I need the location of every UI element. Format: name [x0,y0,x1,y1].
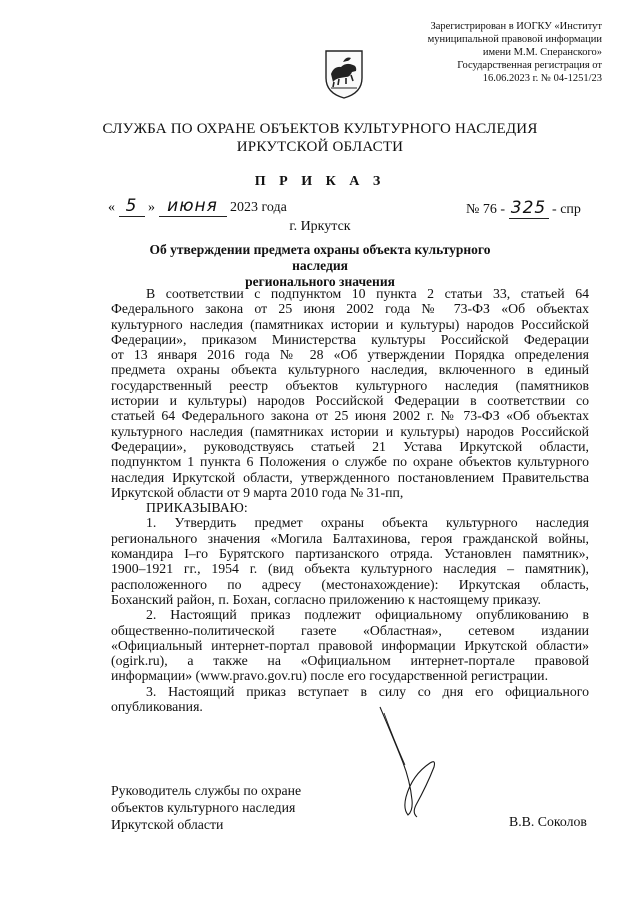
body-line: подпунктом 1 пункта 6 Положения о службе по охране объектов культурного [111,454,589,470]
item2-line: информации» (www.pravo.gov.ru) после его государственной регистрации. [111,668,549,684]
body-line: наследия Иркутской области, утвержденного постановлением Правительства [111,469,589,485]
date-day: 5 [119,196,145,217]
item1-line: 1900–1921 гг., 1954 г. (вид объекта культурного наследия – памятник), [111,561,589,577]
item1-line: 1. Утвердить предмет охраны объекта культурного наследия [146,515,589,531]
document-subject [120,242,520,290]
body-line: В соответствии с подпунктом 10 пункта 2 статьи 33, статьей 64 [146,286,589,301]
order-word: ПРИКАЗЫВАЮ: [146,500,248,516]
item1-line: регионального значения «Могила Балтахинова, героя гражданской войны, [111,530,589,546]
subject-line: Об утверждении предмета охраны объекта культурного наследия [149,242,491,273]
body-line: государственный реестр объектов культурного наследия (памятников [111,377,589,393]
registration-line: Государственная регистрация от [457,60,602,71]
body-line: статьей 64 Федерального закона от 25 июня 2002 г. № 73-ФЗ «Об объектах [111,408,589,424]
date-open-quote: « [108,200,115,215]
date-month: июня [159,196,227,217]
body-line: Федерального закона от 25 июня 2002 года № 73-ФЗ «Об объектах [111,301,589,317]
body-line: культурного наследия (памятниках истории и культуры) народов Российской [111,316,589,332]
number-suffix: - спр [552,202,581,217]
item1-line: командира I–го Бурятского партизанского отряда. Установлен памятник», [111,546,589,562]
subject-line: регионального значения [245,274,395,289]
signatory-position-line: Руководитель службы по охране [111,783,302,798]
item2-line: (ogirk.ru), а также на «Официальном интернет-портале правовой [111,653,589,669]
signatory-name: В.В. Соколов [509,814,587,829]
body-line: Федерации», руководствуясь статьей 21 Устава Иркутской области, [111,438,589,454]
signatory-position [111,782,331,833]
signatory-position-line: объектов культурного наследия [111,800,296,815]
number-value: 325 [509,198,549,219]
number-prefix: № 76 - [466,202,506,217]
item1-line: расположенного по адресу (местонахождение): Иркутская область, [111,576,589,592]
item3-line: 3. Настоящий приказ вступает в силу со дня его официального [146,683,589,699]
signature-icon [372,705,442,820]
document-number [466,198,581,219]
document-city: г. Иркутск [289,219,351,234]
body-line: предмета охраны объекта культурного наследия, включенного в единый [111,362,589,378]
registration-line: 16.06.2023 г. № 04-1251/23 [482,73,602,84]
document-date [108,196,287,217]
body-line: истории и культуры) народов Российской Федерации в соответствии со [111,393,589,409]
registration-line: Зарегистрирован в ИОГКУ «Институт [430,21,602,32]
body-line: культурного наследия (памятниках истории и культуры) народов Российской [111,423,589,439]
body-line: от 13 января 2016 года № 28 «Об утверждении Порядка определения [111,347,589,363]
signatory-position-line: Иркутской области [111,817,224,832]
date-year: 2023 года [230,200,287,215]
organization-name [0,120,640,156]
item1-line: Боханский район, п. Бохан, согласно приложению к настоящему приказу. [111,591,542,607]
registration-line: муниципальной правовой информации [427,34,602,45]
organization-name-line: СЛУЖБА ПО ОХРАНЕ ОБЪЕКТОВ КУЛЬТУРНОГО НАСЛЕДИЯ [102,121,538,137]
item2-line: «Официальный интернет-портал правовой информации Иркутской области» [111,637,589,653]
registration-note [342,20,602,85]
item2-line: 2. Настоящий приказ подлежит официальному опубликованию в [146,607,589,623]
body-line: Иркутской области от 9 марта 2010 года № 31-пп, [111,484,404,500]
coat-of-arms-icon [322,48,366,100]
body-line: Федерации», приказом Министерства культуры Российской Федерации [111,331,589,347]
date-close-quote: » [148,200,155,215]
document-body [111,286,589,714]
registration-line: имени М.М. Сперанского» [482,47,602,58]
document-type: П Р И К А З [254,174,386,189]
item3-line: опубликования. [111,699,203,715]
organization-name-line: ИРКУТСКОЙ ОБЛАСТИ [236,139,404,155]
item2-line: общественно-политической газете «Областная», сетевом издании [111,622,589,638]
